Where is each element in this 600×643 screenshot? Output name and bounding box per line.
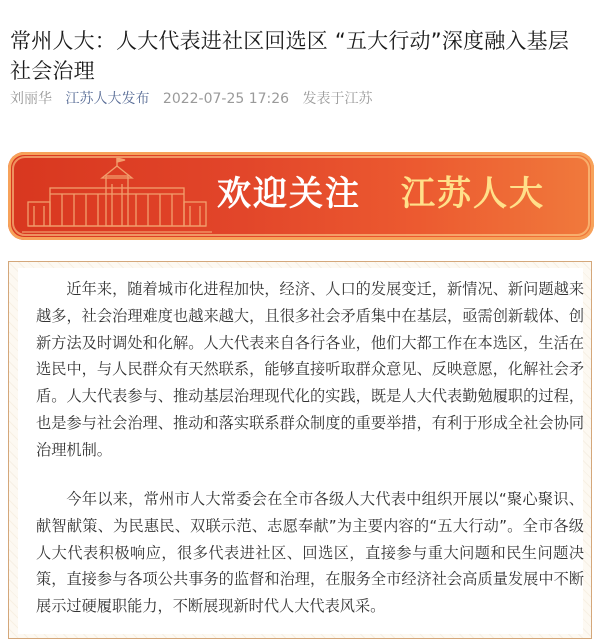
banner-welcome-text: 欢迎关注	[217, 174, 361, 214]
building-icon	[22, 158, 212, 238]
article-title: 常州人大：人大代表进社区回选区 “五大行动”深度融入基层社会治理	[10, 29, 570, 84]
follow-banner	[8, 152, 594, 240]
article-meta	[10, 88, 382, 108]
content-box	[8, 261, 592, 639]
author-name: 刘丽华	[10, 91, 52, 107]
body-paragraph-1: 近年来，随着城市化进程加快，经济、人口的发展变迁，新情况、新问题越来越多，社会治理难度也越来越大，且很多社会矛盾集中在基层，亟需创新载体、创新方法及时调处和化解。人大代表来自各行各业，他们大都工作在本选区，生活在选民中，与人民群众有天然联系，能够直接听取群众意见、反映意愿，化解社会矛盾。人大代表参与、推动基层治理现代化的实践，既是人大代表勤勉履职的过程，也是参与社会治理、推动和落实联系群众制度的重要举措，有利于形成全社会协同治理机制。	[36, 280, 584, 459]
publish-datetime: 2022-07-25 17:26	[162, 91, 290, 107]
body-paragraph-2: 今年以来，常州市人大常委会在全市各级人大代表中组织开展以“聚心聚识、献智献策、为民惠民、双联示范、志愿奉献”为主要内容的“五大行动”。全市各级人大代表积极响应，很多代表进社区、回选区，直接参与重大问题和民生问题决策，直接参与各项公共事务的监督和治理，在服务全市经济社会高质量发展中不断展示过硬履职能力，不断展现新时代人大代表风采。	[36, 490, 584, 616]
content-inner	[18, 268, 583, 634]
account-link[interactable]: 江苏人大发布	[65, 91, 150, 107]
banner-brand-text: 江苏人大	[401, 174, 545, 214]
publish-location: 发表于江苏	[302, 91, 373, 107]
